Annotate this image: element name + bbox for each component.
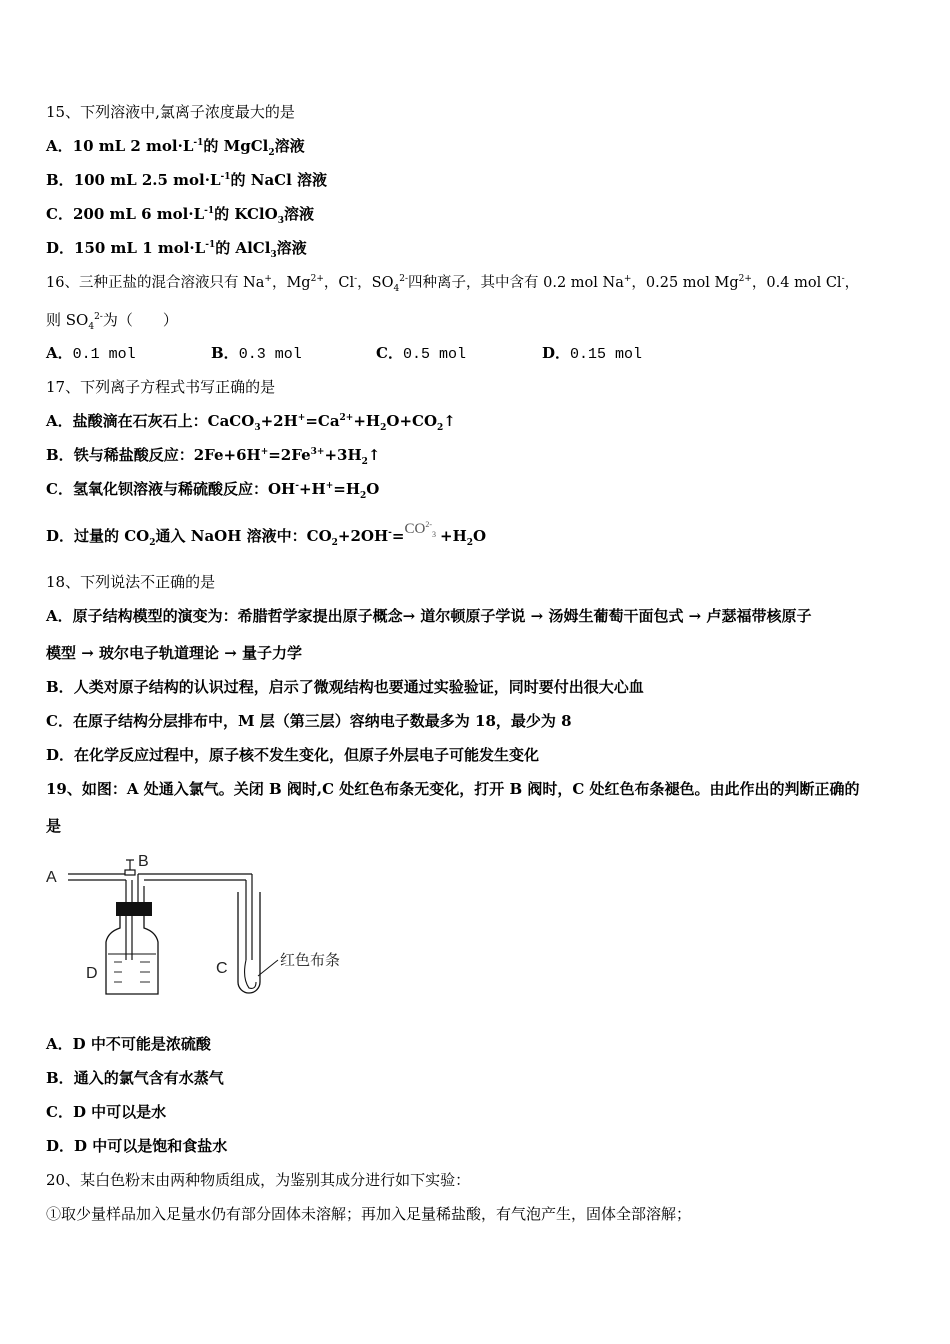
q17-option-a: A．盐酸滴在石灰石上：$CaCO_3+2H^+=Ca^{2+}+H_2O+CO_2↑$ [46, 412, 456, 433]
strip-pointer-line [258, 960, 278, 976]
q19-option-d: D．D 中可以是饱和食盐水 [46, 1137, 228, 1155]
red-strip-label: 红色布条 [280, 951, 341, 969]
q16-option-d: D．0.15 mol [542, 344, 643, 363]
q20-step1: ①取少量样品加入足量水仍有部分固体未溶解；再加入足量稀盐酸，有气泡产生，固体全部溶解； [46, 1205, 692, 1223]
label-a: A [46, 869, 57, 886]
q19-stem-line2: 是 [46, 817, 62, 835]
label-b: B [138, 853, 149, 870]
q20-stem: 20、某白色粉末由两种物质组成，为鉴别其成分进行如下实验： [46, 1171, 471, 1189]
q17-option-c: C．氢氧化钡溶液与稀硫酸反应：$OH^-+H^+=H_2O$ [46, 480, 380, 501]
q16-option-b: B．0.3 mol [211, 344, 302, 363]
q15-stem: 15、下列溶液中,氯离子浓度最大的是 [46, 103, 295, 121]
carbonate-formula: $CO^{2-}_3$ [404, 520, 436, 539]
q17-option-d: D．过量的 $CO_2$通入 NaOH 溶液中：$CO_2+2OH^-=CO^{2-}_3 +H_2O$ [46, 520, 487, 548]
red-cloth-strip [245, 960, 256, 988]
q16-stem-line1: 16、三种正盐的混合溶液只有 Na+，$Mg^{2+}$，Cl-，$SO_4^{2-}$四种离子，其中含有 0.2 mol Na+，0.25 mol $Mg^{2+}$，0.4 mol Cl-， [46, 274, 860, 294]
q19-option-a: A．D 中不可能是浓硫酸 [46, 1035, 211, 1053]
q18-stem: 18、下列说法不正确的是 [46, 573, 216, 591]
q18-option-d: D．在化学反应过程中，原子核不发生变化，但原子外层电子可能发生变化 [46, 746, 540, 764]
q19-option-c: C．D 中可以是水 [46, 1103, 167, 1121]
q18-option-a-line1: A．原子结构模型的演变为：希腊哲学家提出原子概念→ 道尔顿原子学说 → 汤姆生葡萄干面包式 → 卢瑟福带核原子 [46, 607, 812, 625]
bottle-stopper [116, 902, 152, 916]
q18-option-b: B．人类对原子结构的认识过程，启示了微观结构也要通过实验验证，同时要付出很大心血 [46, 678, 644, 696]
q15-option-d: D．150 mL 1 $mol\cdot L^{-1}$的 AlCl$_3$溶液 [46, 239, 307, 260]
tubing [68, 860, 252, 960]
q15-option-a: A．10 mL 2 $mol\cdot L^{-1}$的 MgCl$_2$溶液 [46, 137, 305, 158]
gas-apparatus-diagram [44, 850, 364, 1005]
q18-option-c: C．在原子结构分层排布中，M 层（第三层）容纳电子数最多为 18，最少为 8 [46, 712, 572, 730]
label-c: C [216, 960, 228, 977]
q18-option-a-line2: 模型 → 玻尔电子轨道理论 → 量子力学 [46, 644, 303, 662]
q16-stem-line2: 则 $SO_4^{2-}$为（ ） [46, 311, 178, 332]
test-tube [238, 892, 260, 993]
q19-option-b: B．通入的氯气含有水蒸气 [46, 1069, 224, 1087]
q17-option-b: B．铁与稀盐酸反应：$2Fe+6H^+=2Fe^{3+}+3H_2↑$ [46, 446, 381, 467]
q16-option-a: A．0.1 mol [46, 344, 136, 363]
q19-stem-line1: 19、如图：A 处通入氯气。关闭 B 阀时,C 处红色布条无变化，打开 B 阀时，C 处红色布条褪色。由此作出的判断正确的 [46, 780, 860, 798]
q15-option-c: C．200 mL 6 $mol\cdot L^{-1}$的 KClO$_3$溶液 [46, 205, 314, 226]
q17-stem: 17、下列离子方程式书写正确的是 [46, 378, 276, 396]
q16-option-c: C．0.5 mol [376, 344, 466, 363]
label-d: D [86, 965, 98, 982]
q15-option-b: B．100 mL 2.5 $mol\cdot L^{-1}$的 NaCl 溶液 [46, 171, 328, 189]
